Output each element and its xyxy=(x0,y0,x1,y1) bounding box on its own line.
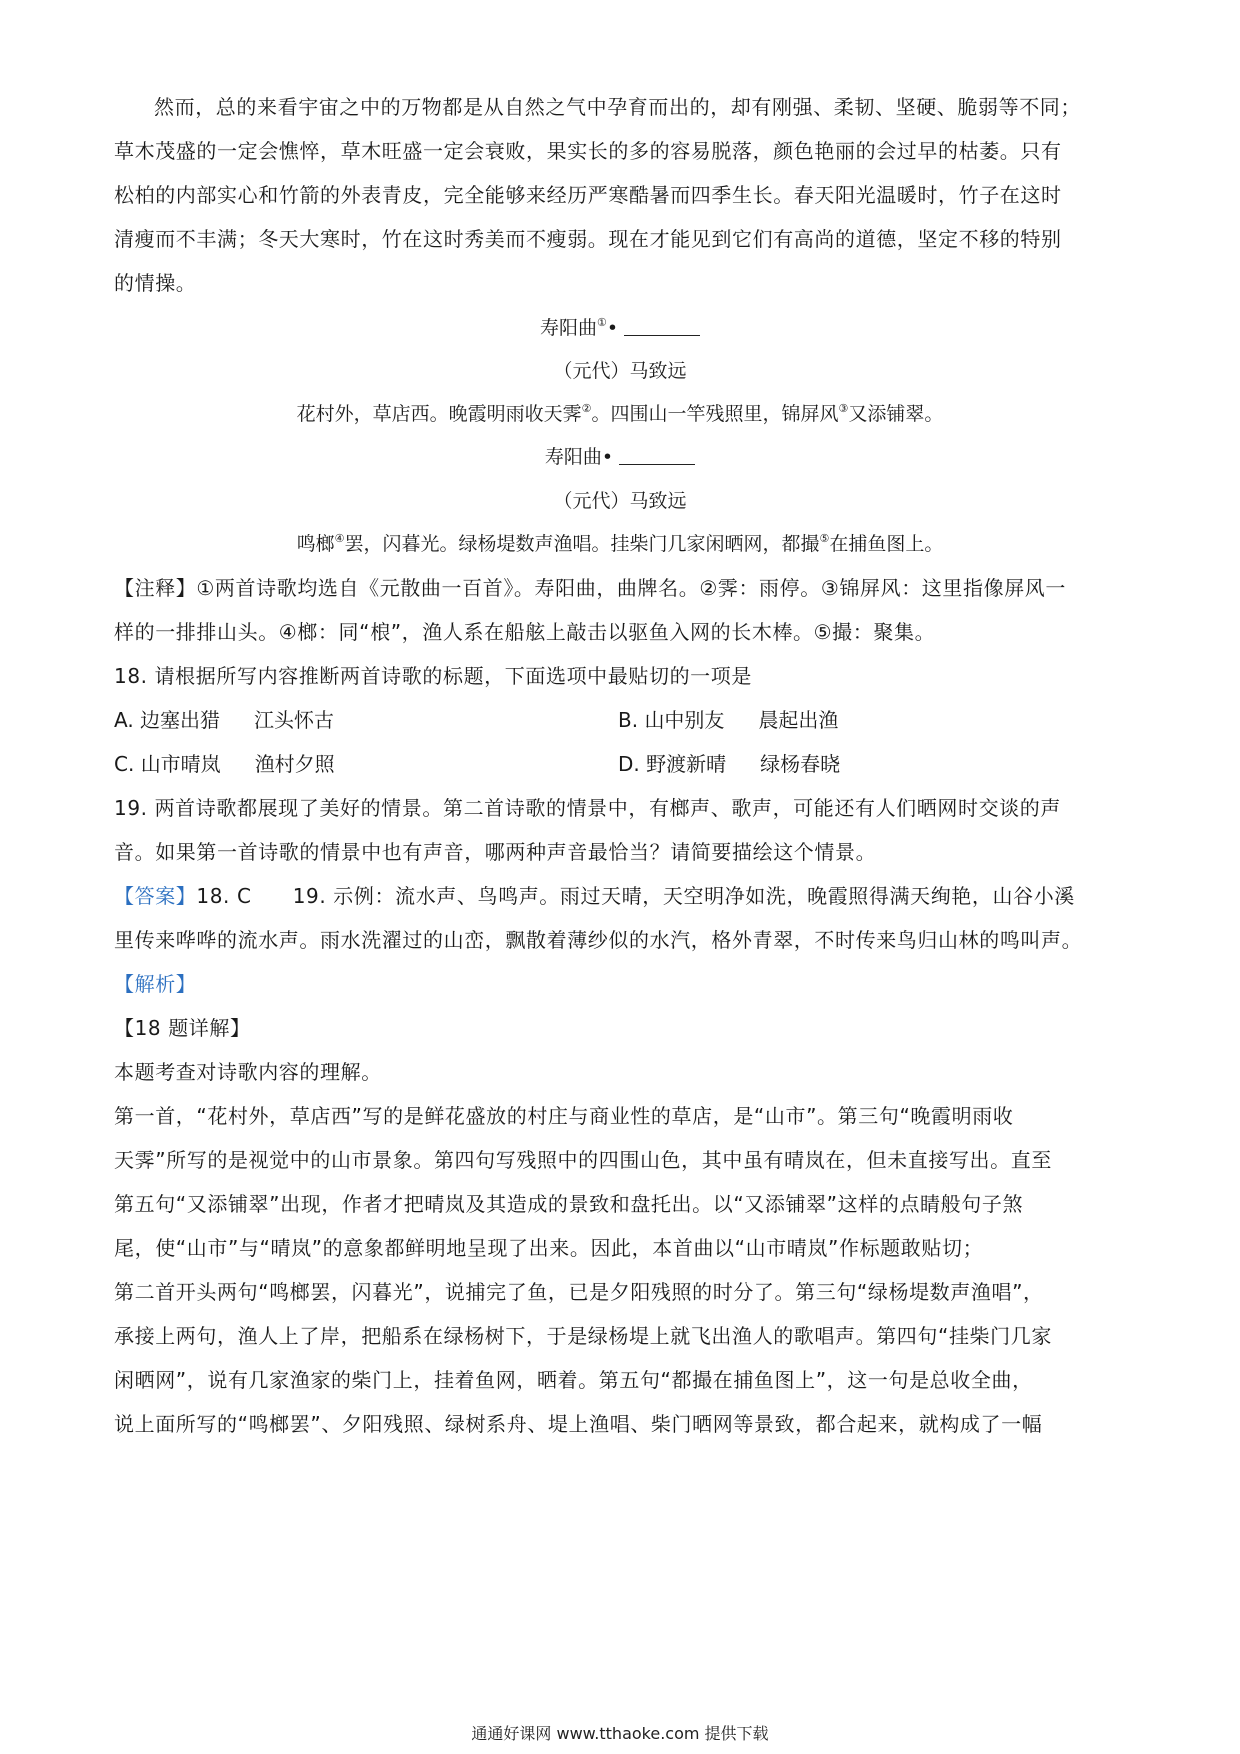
analysis-line: 天霁”所写的是视觉中的山市景象。第四句写残照中的四围山色，其中虽有晴岚在，但未直接写出。直至 xyxy=(114,1148,1052,1172)
note-mark: ④ xyxy=(334,532,345,545)
option-text: 野渡新晴 xyxy=(646,752,727,776)
option-text: 山中别友 xyxy=(644,708,725,732)
option-c xyxy=(114,749,335,779)
option-a xyxy=(114,705,334,735)
note-mark: ③ xyxy=(838,402,849,415)
option-key: B. xyxy=(618,708,639,732)
option-text: 绿杨春晓 xyxy=(760,752,841,776)
question-18-stem: 18. 请根据所写内容推断两首诗歌的标题，下面选项中最贴切的一项是 xyxy=(114,664,752,688)
translation-line: 草木茂盛的一定会憔悴，草木旺盛一定会衰败，果实长的多的容易脱落，颜色艳丽的会过早的枯萎。只有 xyxy=(114,139,1062,163)
analysis-line: 第二首开头两句“鸣榔罢，闪暮光”，说捕完了鱼，已是夕阳残照的时分了。第三句“绿杨堤数声渔唱”， xyxy=(114,1280,1044,1304)
translation-line: 的情操。 xyxy=(114,271,197,295)
poem2-text-part: 鸣榔 xyxy=(296,533,335,555)
poem2-title-text: 寿阳曲 xyxy=(544,446,602,468)
analysis-line: 第一首，“花村外，草店西”写的是鲜花盛放的村庄与商业性的草店，是“山市”。第三句“晚霞明雨收 xyxy=(114,1104,1014,1128)
translation-line: 清瘦而不丰满；冬天大寒时，竹在这时秀美而不瘦弱。现在才能见到它们有高尚的道德，坚定不移的特别 xyxy=(114,227,1062,251)
option-key: A. xyxy=(114,708,134,732)
analysis-line: 承接上两句，渔人上了岸，把船系在绿杨树下，于是绿杨堤上就飞出渔人的歌唱声。第四句“挂柴门几家 xyxy=(114,1324,1052,1348)
poem1-text xyxy=(0,399,1240,429)
detail-label: 【18 题详解】 xyxy=(114,1016,251,1040)
analysis-line: 本题考查对诗歌内容的理解。 xyxy=(114,1060,382,1084)
poem2-text xyxy=(0,529,1240,559)
answer-text: 18. C 19. 示例：流水声、鸟鸣声。雨过天晴，天空明净如洗，晚霞照得满天绚艳，山谷小溪 xyxy=(196,884,1075,908)
note-mark: ① xyxy=(596,316,607,329)
poem1-text-part: 又添铺翠。 xyxy=(848,403,944,425)
option-text: 山市晴岚 xyxy=(140,752,221,776)
translation-line: 然而，总的来看宇宙之中的万物都是从自然之气中孕育而出的，却有刚强、柔韧、坚硬、脆弱等不同； xyxy=(154,95,1081,119)
poem2-author: （元代）马致远 xyxy=(553,490,687,512)
notes-line: 【注释】①两首诗歌均选自《元散曲一百首》。寿阳曲，曲牌名。②霁：雨停。③锦屏风：这里指像屏风一 xyxy=(114,576,1066,600)
analysis-label: 【解析】 xyxy=(114,972,197,996)
answer-label: 【答案】 xyxy=(114,884,197,908)
option-text: 江头怀古 xyxy=(254,708,335,732)
option-text: 晨起出渔 xyxy=(758,708,839,732)
title-blank xyxy=(624,317,700,336)
poem2-text-part: 罢，闪暮光。绿杨堤数声渔唱。挂柴门几家闲晒网，都撮 xyxy=(344,533,820,555)
option-b xyxy=(618,705,838,735)
option-key: D. xyxy=(618,752,640,776)
poem1-text-part: 。四围山一竿残照里，锦屏风 xyxy=(591,403,839,425)
poem1-author: （元代）马致远 xyxy=(553,360,687,382)
answer-line: 里传来哗哗的流水声。雨水洗濯过的山峦，飘散着薄纱似的水汽，格外青翠，不时传来鸟归山林的鸣叫声。 xyxy=(114,928,1083,952)
analysis-line: 第五句“又添铺翠”出现，作者才把晴岚及其造成的景致和盘托出。以“又添铺翠”这样的点睛般句子煞 xyxy=(114,1192,1024,1216)
poem1-title xyxy=(0,313,1240,343)
question-19-line: 音。如果第一首诗歌的情景中也有声音，哪两种声音最恰当？请简要描绘这个情景。 xyxy=(114,840,877,864)
note-mark: ⑤ xyxy=(819,532,830,545)
question-19-line: 19. 两首诗歌都展现了美好的情景。第二首诗歌的情景中，有榔声、歌声，可能还有人们晒网时交谈的声 xyxy=(114,796,1061,820)
analysis-line: 尾，使“山市”与“晴岚”的意象都鲜明地呈现了出来。因此，本首曲以“山市晴岚”作标题敢贴切； xyxy=(114,1236,984,1260)
analysis-line: 说上面所写的“鸣榔罢”、夕阳残照、绿树系舟、堤上渔唱、柴门晒网等景致，都合起来，就构成了一幅 xyxy=(114,1412,1043,1436)
option-text: 渔村夕照 xyxy=(254,752,335,776)
analysis-line: 闲晒网”，说有几家渔家的柴门上，挂着鱼网，晒着。第五句“都撮在捕鱼图上”，这一句是总收全曲， xyxy=(114,1368,1033,1392)
poem1-text-part: 花村外，草店西。晚霞明雨收天霁 xyxy=(296,403,582,425)
title-separator: • xyxy=(601,446,614,468)
title-separator: • xyxy=(606,317,619,339)
translation-line: 松柏的内部实心和竹箭的外表青皮，完全能够来经历严寒酷暑而四季生长。春天阳光温暖时，竹子在这时 xyxy=(114,183,1062,207)
option-text: 边塞出猎 xyxy=(140,708,221,732)
notes-line: 样的一排排山头。④榔：同“桹”，渔人系在船舷上敲击以驱鱼入网的长木棒。⑤撮：聚集。 xyxy=(114,620,936,644)
answer-line xyxy=(114,881,1136,911)
poem2-text-part: 在捕鱼图上。 xyxy=(829,533,944,555)
note-mark: ② xyxy=(581,402,592,415)
option-d xyxy=(618,749,840,779)
poem2-title xyxy=(0,442,1240,472)
poem1-title-text: 寿阳曲 xyxy=(539,317,597,339)
option-key: C. xyxy=(114,752,135,776)
title-blank xyxy=(619,446,695,465)
page-footer: 通通好课网 www.tthaoke.com 提供下载 xyxy=(471,1724,769,1743)
